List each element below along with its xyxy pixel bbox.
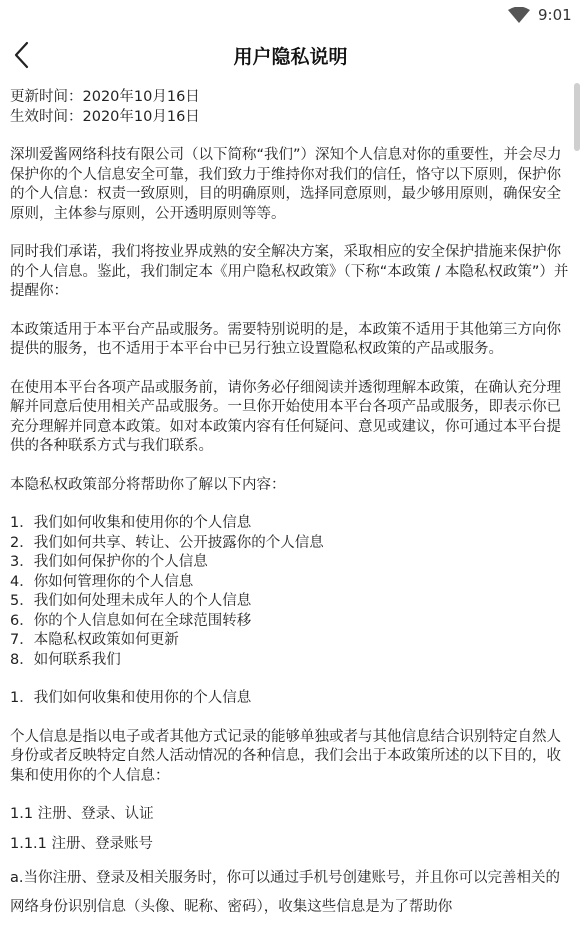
scope-paragraph: 本政策适用于本平台产品或服务。需要特别说明的是，本政策不适用于其他第三方向你提供的服务，也不适用于本平台中已另行独立设置隐私权政策的产品或服务。 (10, 321, 561, 357)
toc-intro: 本隐私权政策部分将帮助你了解以下内容： (10, 476, 286, 493)
toc-item: 1．我们如何收集和使用你的个人信息 (10, 515, 252, 531)
section-heading: 1．我们如何收集和使用你的个人信息 (10, 690, 252, 706)
usage-paragraph: 在使用本平台各项产品或服务前，请你务必仔细阅读并透彻理解本政策，在确认充分理解并同意后使用相关产品或服务。一旦你开始使用本平台各项产品或服务，即表示你已充分理解并同意本政策。如对本政策内容有任何疑问、意见或建议，你可通过本平台提供的各种联系方式与我们联系。 (10, 379, 561, 454)
privacy-content (10, 88, 572, 922)
item-a-paragraph: a.当你注册、登录及相关服务时，你可以通过手机号创建账号，并且你可以完善相关的网络身份识别信息（头像、昵称、密码），收集这些信息是为了帮助你 (10, 870, 560, 915)
toc-item: 8．如何联系我们 (10, 651, 121, 668)
commitment-paragraph: 同时我们承诺，我们将按业界成熟的安全解决方案，采取相应的安全保护措施来保护你的个人信息。鉴此，我们制定本《用户隐私权政策》（下称“本政策 / 本隐私权政策”）并提醒你： (10, 244, 569, 299)
toc-item: 4．你如何管理你的个人信息 (10, 573, 194, 590)
subsubsection-heading: 1.1.1 注册、登录账号 (10, 835, 154, 852)
app-header (0, 30, 581, 82)
wifi-icon (508, 7, 530, 23)
section-body: 个人信息是指以电子或者其他方式记录的能够单独或者与其他信息结合识别特定自然人身份或者反映特定自然人活动情况的各种信息，我们会出于本政策所述的以下目的，收集和使用你的个人信息： (10, 728, 561, 784)
toc-item: 2．我们如何共享、转让、公开披露你的个人信息 (10, 534, 324, 551)
toc-item: 3．我们如何保护你的个人信息 (10, 554, 208, 570)
status-bar (0, 0, 581, 30)
toc-item: 7．本隐私权政策如何更新 (10, 632, 179, 648)
page-title: 用户隐私说明 (233, 46, 348, 68)
status-time: 9:01 (538, 6, 572, 24)
effective-date: 生效时间：2020年10月16日 (10, 108, 200, 125)
subsection-heading: 1.1 注册、登录、认证 (10, 806, 154, 822)
toc-item: 5．我们如何处理未成年人的个人信息 (10, 593, 252, 609)
updated-date: 更新时间：2020年10月16日 (10, 89, 200, 105)
table-of-contents (10, 514, 572, 670)
dates-block (10, 88, 572, 127)
scrollbar[interactable] (574, 83, 580, 151)
toc-item: 6．你的个人信息如何在全球范围转移 (10, 612, 252, 629)
intro-paragraph: 深圳爱酱网络科技有限公司（以下简称“我们”）深知个人信息对你的重要性，并会尽力保护你的个人信息安全可靠，我们致力于维持你对我们的信任，恪守以下原则，保护你的个人信息：权责一致原则，目的明确原则，选择同意原则，最少够用原则，确保安全原则，主体参与原则，公开透明原则等等。 (10, 147, 562, 222)
